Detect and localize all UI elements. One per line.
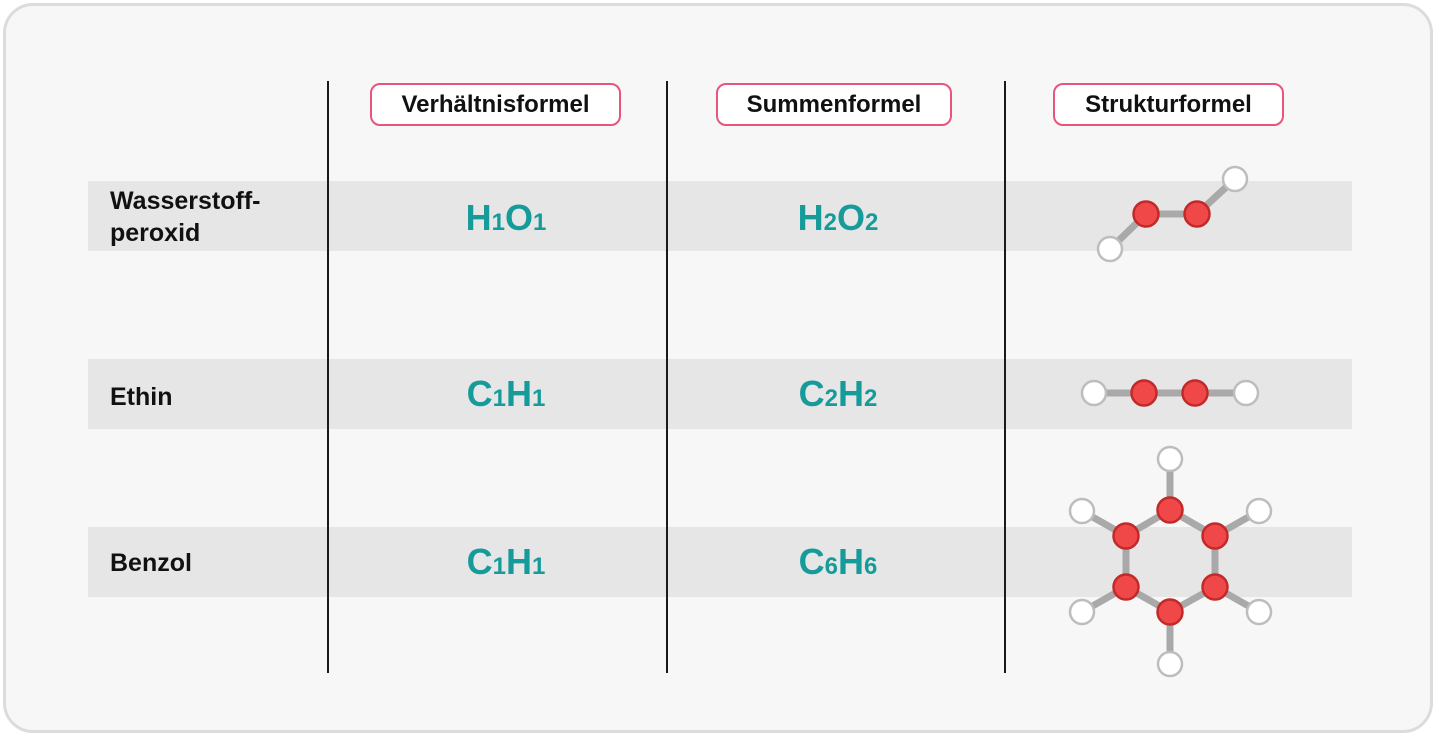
carbon-atom xyxy=(1114,575,1139,600)
ratio-formula: H1O1 xyxy=(465,197,547,238)
molecular-formula: C6H6 xyxy=(798,541,878,582)
carbon-atom xyxy=(1158,498,1183,523)
row-label-line: Wasserstoff- xyxy=(110,187,261,215)
hydrogen-atom xyxy=(1247,499,1271,523)
oxygen-atom xyxy=(1134,202,1159,227)
hydrogen-atom xyxy=(1158,447,1182,471)
row-label-benzene: Benzol xyxy=(110,549,192,577)
carbon-atom xyxy=(1183,381,1208,406)
ratio-formula: C1H1 xyxy=(466,541,546,582)
molecular-formula: C2H2 xyxy=(798,373,878,414)
carbon-atom xyxy=(1203,524,1228,549)
row-label-line: peroxid xyxy=(110,219,201,247)
hydrogen-atom xyxy=(1247,600,1271,624)
header-structural-formula: Strukturformel xyxy=(1053,83,1284,126)
header-molecular-formula: Summenformel xyxy=(716,83,952,126)
hydrogen-atom xyxy=(1070,600,1094,624)
ratio-formula: C1H1 xyxy=(466,373,546,414)
carbon-atom xyxy=(1158,600,1183,625)
hydrogen-atom xyxy=(1070,499,1094,523)
hydrogen-atom xyxy=(1234,381,1258,405)
hydrogen-atom xyxy=(1223,167,1247,191)
hydrogen-atom xyxy=(1082,381,1106,405)
carbon-atom xyxy=(1132,381,1157,406)
header-ratio-formula: Verhältnisformel xyxy=(370,83,621,126)
row-label-ethyne: Ethin xyxy=(110,383,173,411)
hydrogen-atom xyxy=(1098,237,1122,261)
carbon-atom xyxy=(1203,575,1228,600)
oxygen-atom xyxy=(1185,202,1210,227)
heavy-atoms xyxy=(1114,202,1228,625)
molecular-formula: H2O2 xyxy=(797,197,879,238)
hydrogen-atom xyxy=(1158,652,1182,676)
carbon-atom xyxy=(1114,524,1139,549)
